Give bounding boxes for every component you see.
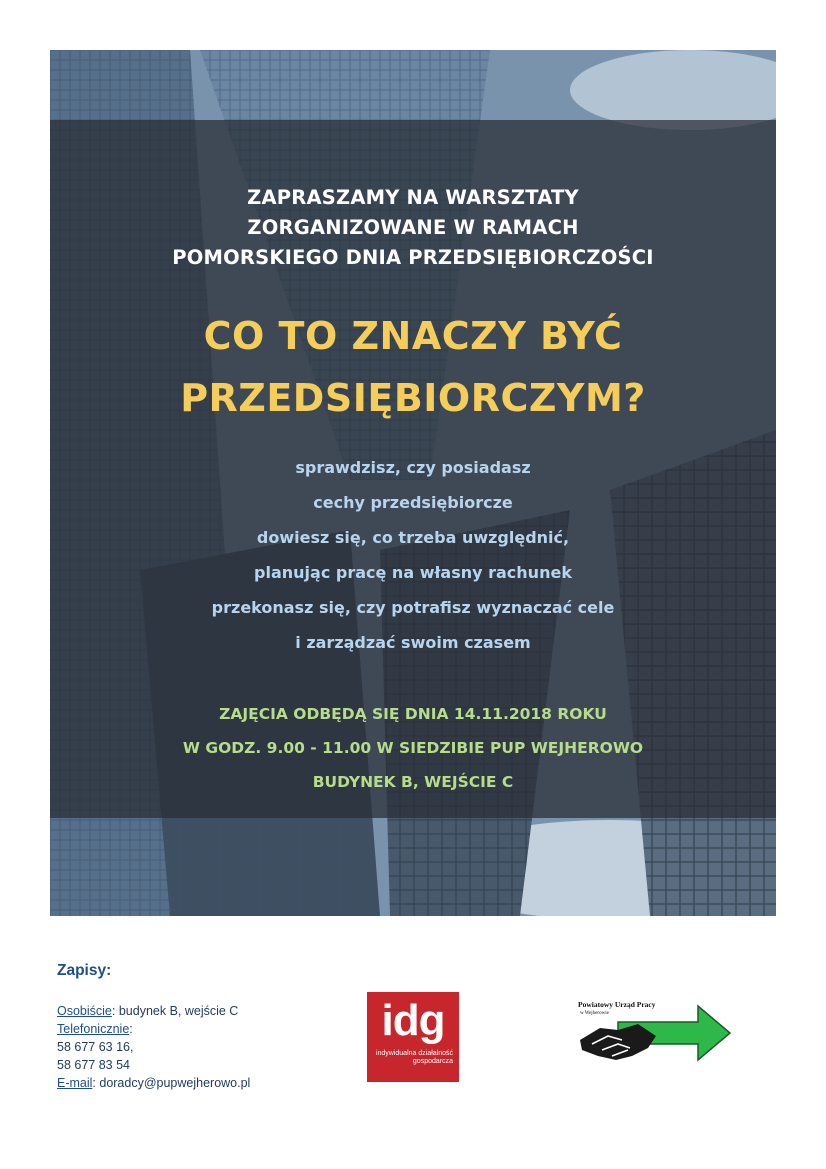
phone-number: 58 677 63 16, [57, 1040, 134, 1054]
email-value: : doradcy@pupwejherowo.pl [92, 1076, 251, 1090]
idg-sub-line: gospodarcza [412, 1058, 453, 1065]
phone-number: 58 677 83 54 [57, 1058, 130, 1072]
headline-line: CO TO ZNACZY BYĆ [203, 314, 623, 358]
pup-logo [578, 1000, 733, 1066]
headline-line: PRZEDSIĘBIORCZYM? [180, 376, 646, 420]
phone-label: Telefonicznie [57, 1022, 130, 1036]
contact-section [57, 962, 250, 1092]
benefit-line: cechy przedsiębiorcze [313, 493, 513, 512]
phone-colon: : [129, 1022, 133, 1036]
contact-email [57, 1074, 250, 1092]
benefit-line: sprawdzisz, czy posiadasz [295, 458, 531, 477]
benefit-line: planując pracę na własny rachunek [254, 563, 572, 582]
pup-name: Powiatowy Urząd Pracy [578, 1000, 656, 1009]
event-info-line: ZAJĘCIA ODBĘDĄ SIĘ DNIA 14.11.2018 ROKU [219, 705, 607, 723]
intro-line: ZAPRASZAMY NA WARSZTATY [247, 186, 579, 209]
idg-logo-text: idg [381, 996, 445, 1045]
idg-logo [367, 992, 459, 1082]
benefit-line: i zarządzać swoim czasem [295, 633, 531, 652]
event-info-line: BUDYNEK B, WEJŚCIE C [312, 773, 514, 791]
idg-sub-line: indywidualna działalność [375, 1050, 453, 1057]
email-label: E-mail [57, 1076, 93, 1090]
event-info-line: W GODZ. 9.00 - 11.00 W SIEDZIBIE PUP WEJHEROWO [182, 739, 644, 757]
pup-city: w Wejherowie [580, 1011, 609, 1016]
intro-line: POMORSKIEGO DNIA PRZEDSIĘBIORCZOŚCI [172, 246, 654, 269]
intro-text [50, 183, 776, 273]
in-person-value: : budynek B, wejście C [111, 1004, 239, 1018]
event-info [50, 697, 776, 799]
contact-phone [57, 1020, 250, 1038]
benefit-line: przekonasz się, czy potrafisz wyznaczać cele [211, 598, 615, 617]
benefits-list [50, 450, 776, 660]
contact-heading: Zapisy: [57, 962, 112, 979]
contact-in-person [57, 1002, 250, 1020]
intro-line: ZORGANIZOWANE W RAMACH [247, 216, 579, 239]
in-person-label: Osobiście [57, 1004, 112, 1018]
idg-logo-subtitle [376, 1050, 453, 1066]
benefit-line: dowiesz się, co trzeba uwzględnić, [256, 528, 570, 547]
headline [50, 305, 776, 429]
handshake-arrow-icon [578, 1000, 733, 1066]
poster-background [50, 50, 776, 916]
